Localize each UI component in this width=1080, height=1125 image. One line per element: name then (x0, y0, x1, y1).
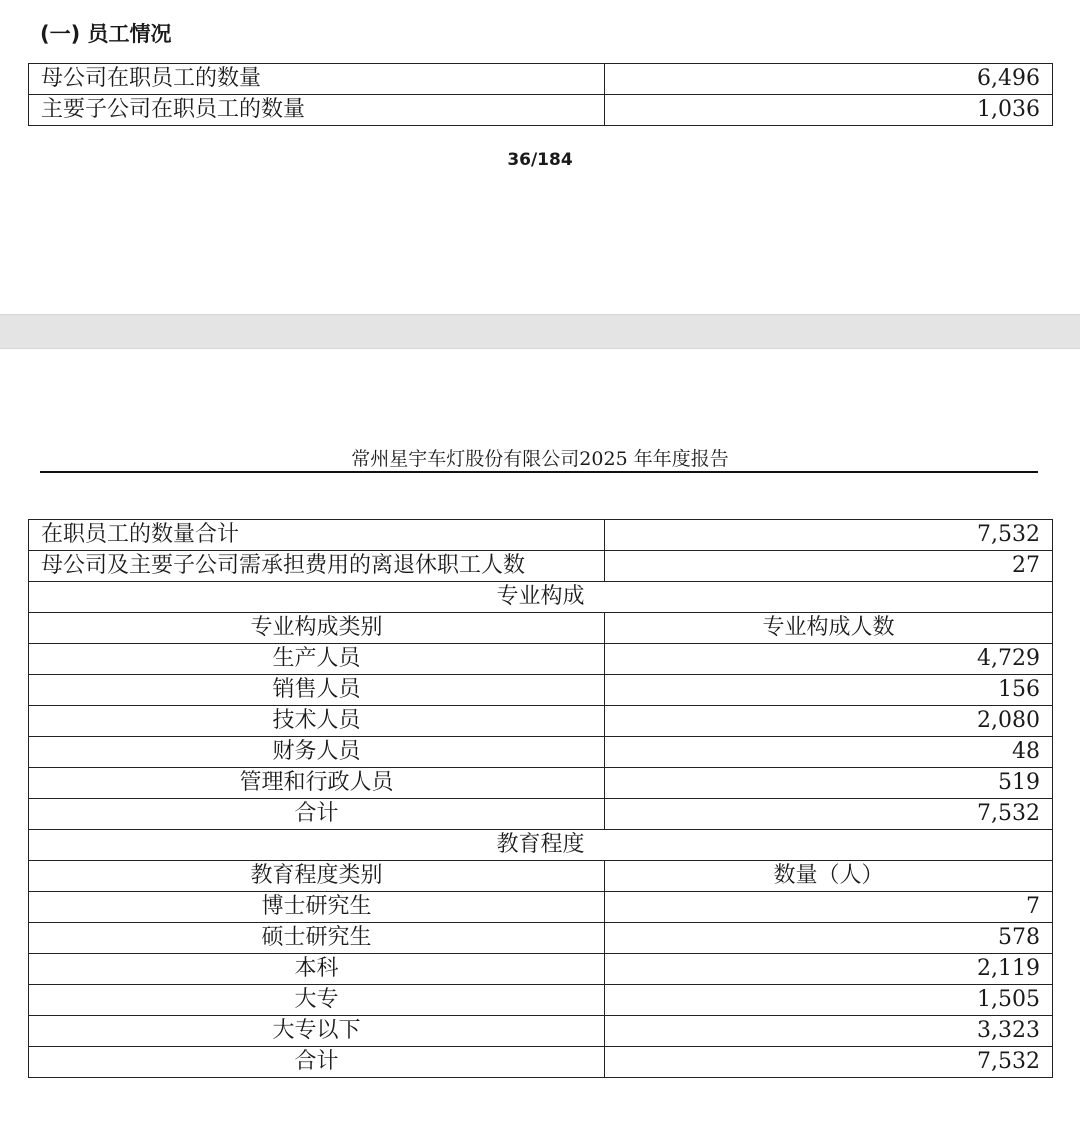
table-row (29, 768, 1053, 799)
row-value: 519 (605, 768, 1053, 799)
row-label: 在职员工的数量合计 (29, 520, 605, 551)
table-row (29, 923, 1053, 954)
column-header-row (29, 613, 1053, 644)
row-value: 48 (605, 737, 1053, 768)
row-value: 3,323 (605, 1016, 1053, 1047)
row-value: 1,036 (605, 95, 1053, 126)
row-label: 本科 (29, 954, 605, 985)
column-header: 数量（人） (605, 861, 1053, 892)
page-separator (0, 314, 1080, 349)
employee-count-table (28, 63, 1053, 126)
row-label: 主要子公司在职员工的数量 (29, 95, 605, 126)
table-row (29, 551, 1053, 582)
row-value: 156 (605, 675, 1053, 706)
table-row (29, 95, 1053, 126)
section-title: (一) 员工情况 (40, 22, 172, 46)
header-rule (40, 471, 1038, 473)
table-row (29, 644, 1053, 675)
table-row (29, 64, 1053, 95)
row-value: 6,496 (605, 64, 1053, 95)
table-row (29, 1047, 1053, 1078)
column-header: 专业构成人数 (605, 613, 1053, 644)
education-section-title: 教育程度 (29, 830, 1053, 861)
row-value: 578 (605, 923, 1053, 954)
row-label: 技术人员 (29, 706, 605, 737)
table-row (29, 954, 1053, 985)
row-label: 管理和行政人员 (29, 768, 605, 799)
row-label: 母公司及主要子公司需承担费用的离退休职工人数 (29, 551, 605, 582)
row-value: 7 (605, 892, 1053, 923)
row-label: 硕士研究生 (29, 923, 605, 954)
row-value: 7,532 (605, 1047, 1053, 1078)
row-value: 2,080 (605, 706, 1053, 737)
row-label: 博士研究生 (29, 892, 605, 923)
row-value: 1,505 (605, 985, 1053, 1016)
table-row (29, 892, 1053, 923)
table-row (29, 799, 1053, 830)
column-header: 教育程度类别 (29, 861, 605, 892)
row-label: 销售人员 (29, 675, 605, 706)
row-value: 27 (605, 551, 1053, 582)
row-value: 2,119 (605, 954, 1053, 985)
professional-section-title: 专业构成 (29, 582, 1053, 613)
column-header-row (29, 861, 1053, 892)
row-label: 合计 (29, 1047, 605, 1078)
row-label: 财务人员 (29, 737, 605, 768)
row-label: 大专以下 (29, 1016, 605, 1047)
table-row (29, 675, 1053, 706)
row-label: 生产人员 (29, 644, 605, 675)
table-row (29, 985, 1053, 1016)
row-value: 4,729 (605, 644, 1053, 675)
page-number: 36/184 (507, 150, 573, 170)
section-header-row (29, 582, 1053, 613)
employee-composition-table (28, 519, 1053, 1078)
column-header: 专业构成类别 (29, 613, 605, 644)
table-row (29, 737, 1053, 768)
row-label: 合计 (29, 799, 605, 830)
section-header-row (29, 830, 1053, 861)
row-value: 7,532 (605, 799, 1053, 830)
table-row (29, 1016, 1053, 1047)
row-value: 7,532 (605, 520, 1053, 551)
table-row (29, 520, 1053, 551)
table-row (29, 706, 1053, 737)
report-header: 常州星宇车灯股份有限公司2025 年年度报告 (351, 448, 729, 470)
row-label: 母公司在职员工的数量 (29, 64, 605, 95)
row-label: 大专 (29, 985, 605, 1016)
